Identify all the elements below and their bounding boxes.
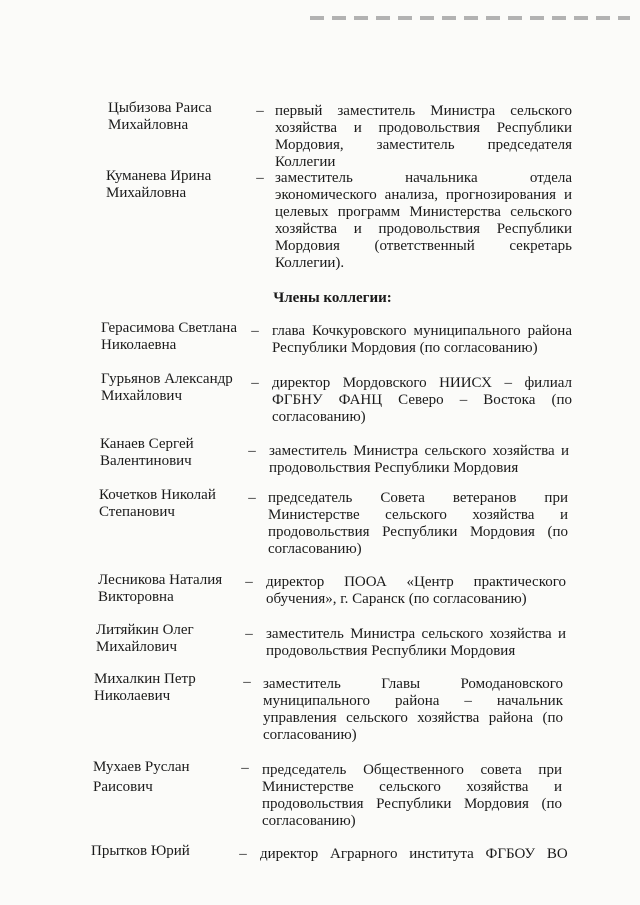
member-name: Мухаев Руслан Раисович [93, 759, 190, 795]
member-role: заместитель Министра сельского хозяйства и продовольствия Республики Мордовия [269, 443, 569, 476]
dash: – [245, 574, 253, 590]
member-name: Лесникова Наталия Викторовна [98, 572, 223, 605]
member-name: Цыбизова Раиса Михайловна [108, 100, 212, 133]
member-name: Гурьянов Александр Михайлович [101, 371, 233, 404]
scan-header-marks [310, 16, 630, 20]
dash: – [251, 375, 259, 391]
member-role: председатель Общественного совета при Министерстве сельского хозяйства и продовольствия Республики Мордовия (по согласованию) [262, 762, 562, 829]
member-role: директор Мордовского НИИСХ – филиал ФГБНУ ФАНЦ Северо – Востока (по согласованию) [272, 375, 572, 425]
member-name: Герасимова Светлана Николаевна [101, 320, 237, 353]
member-role: председатель Совета ветеранов при Министерстве сельского хозяйства и продовольствия Республики Мордовия (по согласованию) [268, 490, 568, 557]
dash: – [248, 443, 256, 459]
dash: – [256, 103, 264, 119]
dash: – [256, 170, 264, 186]
dash: – [251, 323, 259, 339]
member-name: Литяйкин Олег Михайлович [96, 622, 194, 655]
member-name: Михалкин Петр Николаевич [94, 671, 196, 704]
member-role: заместитель Министра сельского хозяйства и продовольствия Республики Мордовия [266, 626, 566, 659]
member-name: Куманева Ирина Михайловна [106, 168, 212, 201]
dash: – [243, 674, 251, 690]
member-role: заместитель начальника отдела экономического анализа, прогнозирования и целевых программ Министерства сельского хозяйства и продовольствия Республики Мордовия (ответственный секретарь Коллегии). [275, 170, 572, 271]
member-role: заместитель Главы Ромодановского муниципального района – начальник управления сельского хозяйства района (по согласованию) [263, 676, 563, 743]
member-role: глава Кочкуровского муниципального района Республики Мордовия (по согласованию) [272, 323, 572, 356]
member-name: Канаев Сергей Валентинович [100, 436, 194, 469]
member-role: директор Аграрного института ФГБОУ ВО [260, 846, 568, 862]
members-heading: Члены коллегии: [273, 290, 392, 306]
dash: – [245, 626, 253, 642]
dash: – [239, 846, 247, 862]
member-name: Прытков Юрий [91, 843, 190, 859]
member-role: первый заместитель Министра сельского хозяйства и продовольствия Республики Мордовия, заместитель председателя Коллегии [275, 103, 572, 170]
dash: – [241, 760, 249, 776]
member-name: Кочетков Николай Степанович [99, 487, 216, 520]
dash: – [248, 490, 256, 506]
member-role: директор ПООА «Центр практического обучения», г. Саранск (по согласованию) [266, 574, 566, 607]
